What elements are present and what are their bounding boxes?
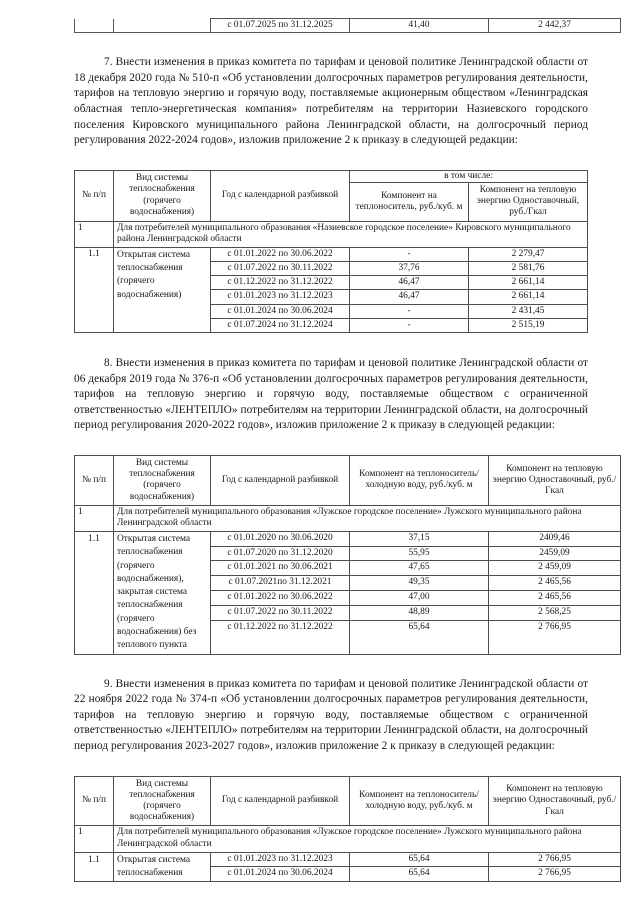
group-num: 1 <box>75 826 114 852</box>
table-row <box>75 247 588 261</box>
cell-period: с 01.01.2024 по 30.06.2024 <box>211 304 350 318</box>
group-text: Для потребителей муниципального образования «Назиевское городское поселение» Кировского муниципального района Ленинградской области <box>114 221 588 247</box>
cell-coolant: 47,65 <box>350 561 489 576</box>
header-year: Год с календарной разбивкой <box>211 776 350 826</box>
header-kind: Вид системы теплоснабжения (горячего водоснабжения) <box>114 170 211 221</box>
cell-period: с 01.01.2020 по 30.06.2020 <box>211 531 350 546</box>
cell-heat: 2 515,19 <box>469 318 588 332</box>
group-num: 1 <box>75 221 114 247</box>
cell-coolant: 46,47 <box>350 276 469 290</box>
row-num: 1.1 <box>75 531 114 654</box>
fragment-cell-coolant: 41,40 <box>350 19 489 33</box>
table-row <box>75 19 621 33</box>
paragraph-item-9: 9. Внести изменения в приказ комитета по тарифам и ценовой политике Ленинградской области от 22 ноября 2022 года № 374-п «Об установлении долгосрочных параметров регулирования деятельности, тарифов на тепловую энергию и горячую воду, поставляемые обществом с ограниченной ответственностью «ЛЕНТЕПЛО» потребителям на территории Ленинградской области, на долгосрочный период регулирования 2023-2027 годов», изложив приложение 2 к приказу в следующей редакции: <box>74 677 588 752</box>
cell-period: с 01.01.2024 по 30.06.2024 <box>211 867 350 882</box>
table-group-row <box>75 221 588 247</box>
header-component-heat: Компонент на тепловую энергию Одноставочный, руб./Гкал <box>469 182 588 221</box>
cell-period: с 01.01.2022 по 30.06.2022 <box>211 247 350 261</box>
row-num: 1.1 <box>75 852 114 882</box>
table-group-row <box>75 826 621 852</box>
cell-heat: 2 279,47 <box>469 247 588 261</box>
cell-heat: 2 431,45 <box>469 304 588 318</box>
header-vtomchisle: в том числе: <box>350 170 588 182</box>
cell-heat: 2 661,14 <box>469 276 588 290</box>
cell-coolant: 37,76 <box>350 261 469 275</box>
cell-heat: 2 465,56 <box>489 591 621 606</box>
cell-period: с 01.07.2024 по 31.12.2024 <box>211 318 350 332</box>
cell-period: с 01.07.2022 по 30.11.2022 <box>211 261 350 275</box>
cell-period: с 01.12.2022 по 31.12.2022 <box>211 620 350 654</box>
cell-period: с 01.01.2021 по 30.06.2021 <box>211 561 350 576</box>
table-header-row <box>75 455 621 505</box>
paragraph-item-8: 8. Внести изменения в приказ комитета по тарифам и ценовой политике Ленинградской области от 06 декабря 2019 года № 376-п «Об установлении долгосрочных параметров регулирования деятельности, тарифов на тепловую энергию и горячую воду, поставляемые обществом с ограниченной ответственностью «ЛЕНТЕПЛО» потребителям на территории Ленинградской области, на долгосрочный период регулирования 2020-2022 годов», изложив приложение 2 к приказу в следующей редакции: <box>74 356 588 432</box>
header-num: № п/п <box>75 170 114 221</box>
cell-heat: 2459,09 <box>489 546 621 561</box>
cell-coolant: 65,64 <box>350 620 489 654</box>
row-kind: Открытая система теплоснабжения (горячего водоснабжения) <box>114 247 211 332</box>
table-row <box>75 531 621 546</box>
cell-heat: 2 766,95 <box>489 620 621 654</box>
header-kind: Вид системы теплоснабжения (горячего водоснабжения) <box>114 776 211 826</box>
fragment-cell-heat: 2 442,37 <box>489 19 621 33</box>
cell-coolant: - <box>350 318 469 332</box>
paragraph-item-7: 7. Внести изменения в приказ комитета по тарифам и ценовой политике Ленинградской области от 18 декабря 2020 года № 510-п «Об установлении долгосрочных параметров регулирования деятельности, тарифов на тепловую энергию и горячую воду, поставляемые акционерным обществом «Ленинградская областная тепло-энергетическая компания» потребителям на территории Назиевского городского поселения Кировского муниципального района Ленинградской области, на долгосрочный период регулирования 2022-2024 годов», изложив приложение 2 к приказу в следующей редакции: <box>74 56 588 147</box>
cell-coolant: 49,35 <box>350 576 489 591</box>
header-component-heat: Компонент на тепловую энергию Одноставочный, руб./Гкал <box>489 776 621 826</box>
cell-heat: 2 766,95 <box>489 852 621 867</box>
header-component-coolant: Компонент на теплоноситель, руб./куб. м <box>350 182 469 221</box>
fragment-cell-period: с 01.07.2025 по 31.12.2025 <box>211 19 350 33</box>
document-content <box>74 0 617 882</box>
cell-coolant: - <box>350 304 469 318</box>
header-num: № п/п <box>75 776 114 826</box>
tariff-table-item-7 <box>74 170 588 333</box>
header-component-heat: Компонент на тепловую энергию Одноставочный, руб./Гкал <box>489 455 621 505</box>
group-num: 1 <box>75 505 114 531</box>
group-text: Для потребителей муниципального образования «Лужское городское поселение» Лужского муниципального района Ленинградской области <box>114 826 621 852</box>
cell-heat: 2 465,56 <box>489 576 621 591</box>
row-num: 1.1 <box>75 247 114 332</box>
cell-coolant: 46,47 <box>350 290 469 304</box>
header-year: Год с календарной разбивкой <box>211 455 350 505</box>
cell-heat: 2409,46 <box>489 531 621 546</box>
cell-coolant: 65,64 <box>350 852 489 867</box>
cell-coolant: 65,64 <box>350 867 489 882</box>
header-year: Год с календарной разбивкой <box>211 170 350 221</box>
cell-period: с 01.01.2023 по 31.12.2023 <box>211 290 350 304</box>
cell-period: с 01.07.2021по 31.12.2021 <box>211 576 350 591</box>
table-header-row <box>75 776 621 826</box>
table-fragment-top <box>74 18 621 33</box>
tariff-table-item-8 <box>74 455 621 655</box>
header-component-coolant: Компонент на теплоноситель/холодную воду, руб./куб. м <box>350 455 489 505</box>
row-kind: Открытая система теплоснабжения <box>114 852 211 882</box>
cell-period: с 01.01.2023 по 31.12.2023 <box>211 852 350 867</box>
header-component-coolant: Компонент на теплоноситель/холодную воду, руб./куб. м <box>350 776 489 826</box>
cell-coolant: 47,00 <box>350 591 489 606</box>
cell-heat: 2 459,09 <box>489 561 621 576</box>
cell-period: с 01.01.2022 по 30.06.2022 <box>211 591 350 606</box>
tariff-table-item-9 <box>74 776 621 883</box>
table-row <box>75 852 621 867</box>
table-header-row-top <box>75 170 588 182</box>
header-num: № п/п <box>75 455 114 505</box>
cell-coolant: 55,95 <box>350 546 489 561</box>
row-kind: Открытая система теплоснабжения (горячего водоснабжения), закрытая система теплоснабжения (горячего водоснабжения) без теплового пункта <box>114 531 211 654</box>
cell-heat: 2 581,76 <box>469 261 588 275</box>
cell-coolant: 48,89 <box>350 605 489 620</box>
cell-period: с 01.07.2020 по 31.12.2020 <box>211 546 350 561</box>
cell-period: с 01.07.2022 по 30.11.2022 <box>211 605 350 620</box>
cell-coolant: 37,15 <box>350 531 489 546</box>
cell-heat: 2 766,95 <box>489 867 621 882</box>
table-group-row <box>75 505 621 531</box>
cell-heat: 2 568,25 <box>489 605 621 620</box>
cell-period: с 01.12.2022 по 31.12.2022 <box>211 276 350 290</box>
group-text: Для потребителей муниципального образования «Лужское городское поселение» Лужского муниципального района Ленинградской области <box>114 505 621 531</box>
fragment-cell-num <box>75 19 114 33</box>
cell-coolant: - <box>350 247 469 261</box>
cell-heat: 2 661,14 <box>469 290 588 304</box>
header-kind: Вид системы теплоснабжения (горячего водоснабжения) <box>114 455 211 505</box>
fragment-cell-kind <box>114 19 211 33</box>
